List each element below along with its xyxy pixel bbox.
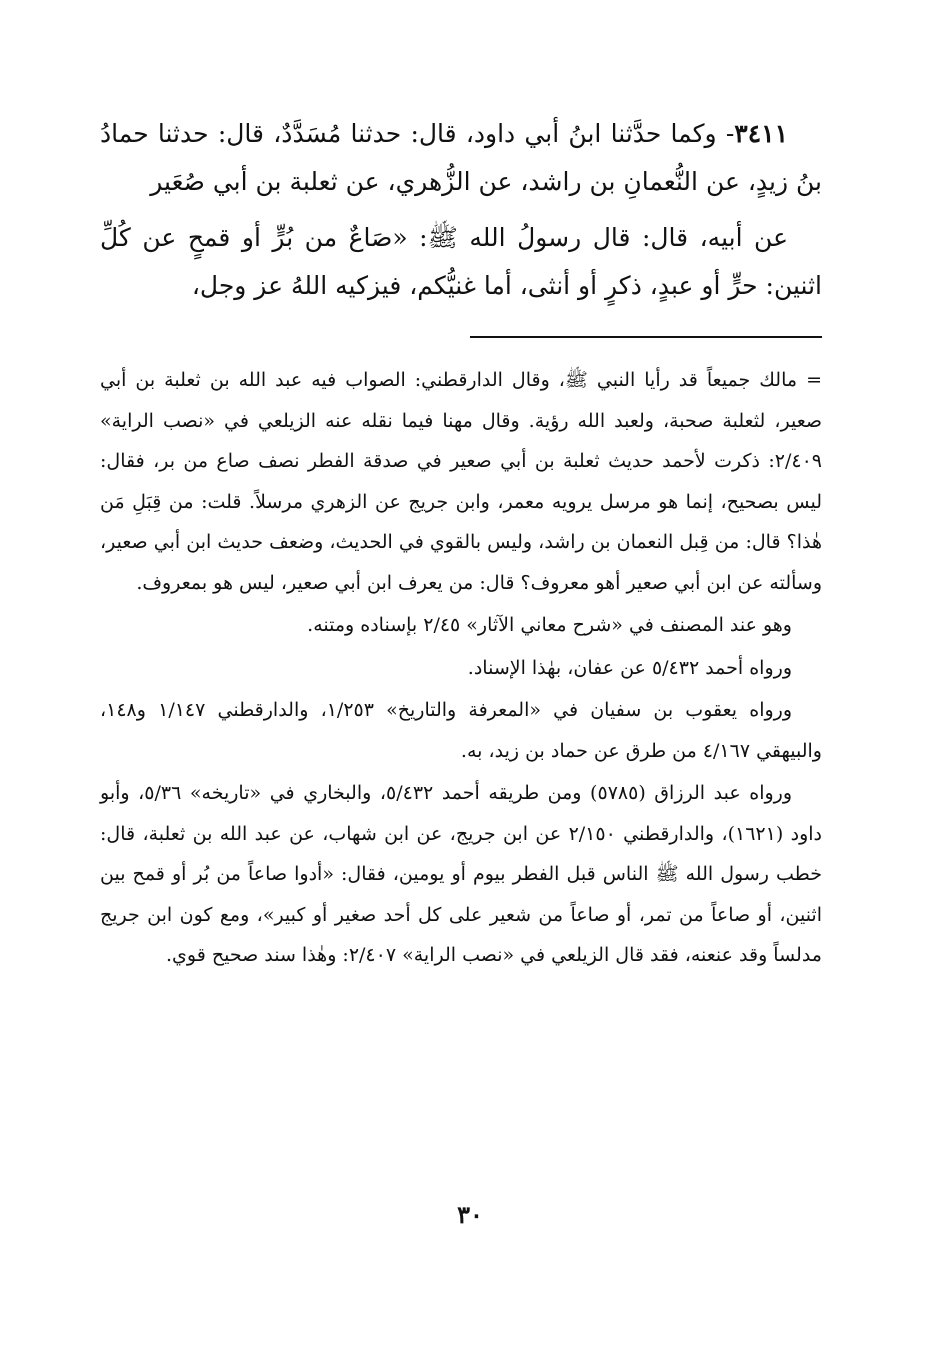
footnote-divider [470,336,822,338]
document-page [100,110,822,978]
footnote-paragraph: ورواه يعقوب بن سفيان في «المعرفة والتاريخ» ١/٢٥٣، والدارقطني ١/١٤٧ و١٤٨، والبيهقي ٤/١٦٧ من طرق عن حماد بن زيد، به. [100,699,822,762]
footnotes [100,360,822,976]
footnote-paragraph: = مالك جميعاً قد رأيا النبي ﷺ، وقال الدارقطني: الصواب فيه عبد الله بن ثعلبة بن أبي صعير، لثعلبة صحبة، ولعبد الله رؤية. وقال مهنا فيما نقله عنه الزيلعي في «نصب الراية» ٢/٤٠٩: ذكرت لأحمد حديث ثعلبة بن أبي صعير في صدقة الفطر نصف صاع من بر، فقال: ليس بصحيح، إنما هو مرسل يرويه معمر، وابن جريج عن الزهري مرسلاً. قلت: من قِبَلِ مَن هٰذا؟ قال: من قِبل النعمان بن راشد، وليس بالقوي في الحديث، وضعف حديث ابن أبي صعير، وسألته عن ابن أبي صعير أهو معروف؟ قال: من يعرف ابن أبي صعير، ليس هو بمعروف. [100,369,822,594]
hadith-text: عن أبيه، قال: قال رسولُ الله ﷺ: «صَاعٌ من بُرٍّ أو قمحٍ عن كُلِّ اثنين: حرٍّ أو عبدٍ، ذكرٍ أو أنثى، أما غنيُّكم، فيزكيه اللهُ عز وجل، [100,223,822,300]
footnote-paragraph: وهو عند المصنف في «شرح معاني الآثار» ٢/٤٥ بإسناده ومتنه. [307,614,792,636]
footnote-paragraph: ورواه عبد الرزاق (٥٧٨٥) ومن طريقه أحمد ٥/٤٣٢، والبخاري في «تاريخه» ٥/٣٦، وأبو داود (١٦٢١)، والدارقطني ٢/١٥٠ عن ابن جريج، عن ابن شهاب، عن عبد الله بن ثعلبة، قال: خطب رسول الله ﷺ الناس قبل الفطر بيوم أو يومين، فقال: «أدوا صاعاً من بُر أو قمح بين اثنين، أو صاعاً من تمر، أو صاعاً من شعير على كل أحد صغير أو كبير»، ومع كون ابن جريج مدلساً وقد عنعنه، فقد قال الزيلعي في «نصب الراية» ٢/٤٠٧: وهٰذا سند صحيح قوي. [100,782,822,966]
footnote-paragraph: ورواه أحمد ٥/٤٣٢ عن عفان، بهٰذا الإسناد. [467,656,792,679]
hadith-chain: - وكما حدَّثنا ابنُ أبي داود، قال: حدثنا مُسَدَّدٌ، قال: حدثنا حمادُ بنُ زيدٍ، عن النُّعمانِ بن راشد، عن الزُّهري، عن ثعلبة بن أبي صُعَير [100,119,822,196]
hadith-number: ٣٤١١ [734,119,788,148]
main-text [100,110,822,310]
page-number: ٣٠ [457,1200,483,1229]
hadith-chain-paragraph [100,110,822,206]
